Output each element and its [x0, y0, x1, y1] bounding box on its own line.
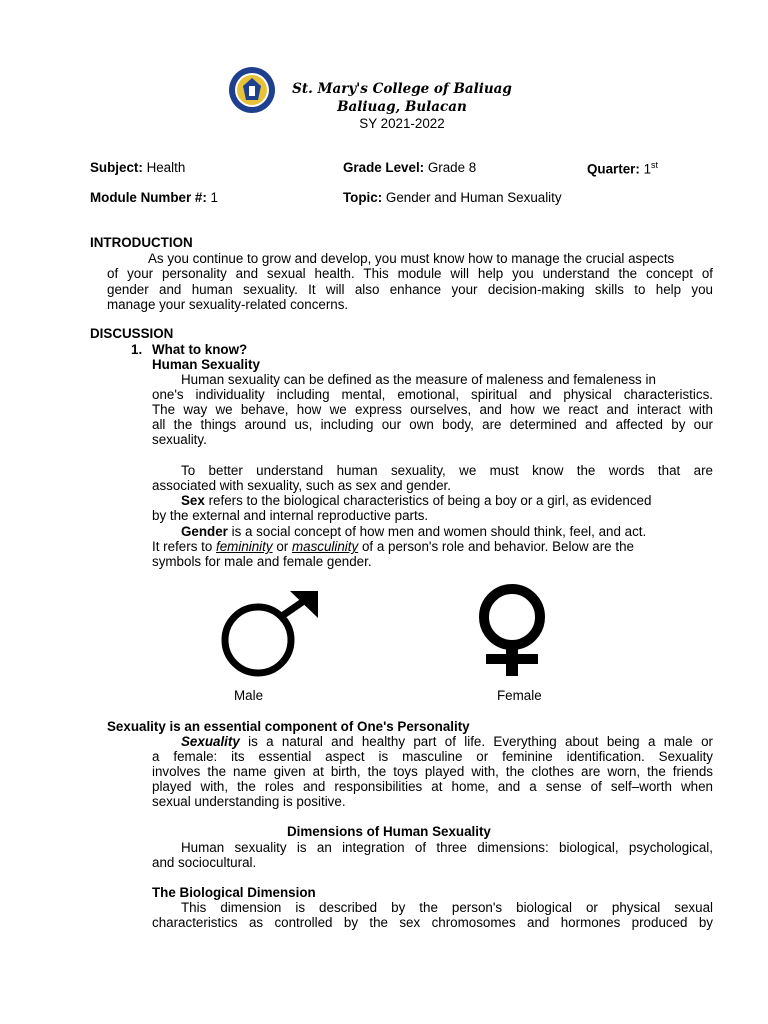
gender-definition-cont: It refers to femininity or masculinity of a person's role and behavior. Below are the	[152, 539, 634, 554]
quarter-label: Quarter:	[587, 161, 640, 177]
personality-line: involves the name given at birth, the toys played with, the clothes are worn, the friends	[152, 764, 713, 779]
subject-value: Health	[146, 160, 186, 175]
introduction-heading: INTRODUCTION	[90, 235, 193, 250]
female-symbol-icon	[466, 584, 562, 676]
school-address: Baliuag, Bulacan	[337, 99, 467, 115]
para2-line: To better understand human sexuality, we must know the words that are	[181, 463, 713, 478]
dimensions-line: and sociocultural.	[152, 855, 257, 870]
topic-field	[343, 190, 562, 205]
para1-line: one's individuality including mental, emotional, spiritual and physical characteristics.	[152, 387, 713, 402]
sexuality-term: Sexuality	[181, 734, 240, 749]
para2-line: associated with sexuality, such as sex and gender.	[152, 478, 451, 493]
masculinity-term: masculinity	[291, 539, 359, 554]
intro-line: of your personality and sexual health. This module will help you understand the concept of	[107, 266, 713, 281]
topic-value: Gender and Human Sexuality	[385, 190, 562, 205]
male-label: Male	[234, 688, 264, 703]
sex-definition-cont: by the external and internal reproductive parts.	[152, 508, 429, 523]
para1-line: all the things around us, including our own body, are determined and affected by our	[152, 417, 713, 432]
personality-heading: Sexuality is an essential component of One's Personality	[107, 719, 470, 734]
quarter-value: 1	[643, 161, 652, 177]
femininity-term: femininity	[216, 539, 273, 554]
personality-line: sexual understanding is positive.	[152, 794, 346, 809]
intro-line: gender and human sexuality. It will also enhance your decision-making skills to help you	[107, 282, 713, 297]
module-label: Module Number #:	[90, 190, 207, 205]
personality-line: a female: its essential aspect is masculine or feminine identification. Sexuality	[152, 749, 713, 764]
quarter-field	[587, 160, 658, 176]
topic-label: Topic:	[343, 190, 383, 205]
grade-field	[343, 160, 476, 175]
human-sexuality-subheading: Human Sexuality	[152, 357, 260, 372]
biological-heading: The Biological Dimension	[152, 885, 316, 900]
gender-definition-cont: symbols for male and female gender.	[152, 554, 372, 569]
quarter-sup: st	[651, 160, 659, 170]
biological-line: This dimension is described by the person's biological or physical sexual	[181, 900, 713, 915]
grade-value: Grade 8	[427, 160, 477, 175]
module-value: 1	[210, 190, 218, 205]
dimensions-heading: Dimensions of Human Sexuality	[287, 824, 491, 839]
intro-line: manage your sexuality-related concerns.	[107, 297, 349, 312]
gender-term: Gender	[181, 524, 228, 539]
school-seal-logo	[228, 66, 276, 114]
subject-label: Subject:	[90, 160, 143, 175]
male-symbol-icon	[218, 588, 322, 678]
discussion-heading: DISCUSSION	[90, 326, 174, 341]
intro-line: As you continue to grow and develop, you must know how to manage the crucial aspects	[148, 251, 675, 266]
school-name: St. Mary's College of Baliuag	[292, 81, 512, 97]
grade-label: Grade Level:	[343, 160, 425, 175]
sex-definition: Sex refers to the biological characteristics of being a boy or a girl, as evidenced	[181, 493, 652, 508]
para1-line: sexuality.	[152, 432, 207, 447]
gender-definition: Gender is a social concept of how men and women should think, feel, and act.	[181, 524, 647, 539]
subject-field	[90, 160, 185, 175]
sex-term: Sex	[181, 493, 205, 508]
module-field	[90, 190, 218, 205]
female-label: Female	[497, 688, 542, 703]
para1-line: The way we behave, how we express ourselves, and how we react and interact with	[152, 402, 713, 417]
para1-line: Human sexuality can be defined as the measure of maleness and femaleness in	[181, 372, 656, 387]
personality-line: played with, the roles and responsibilities at home, and a sense of self–worth when	[152, 779, 713, 794]
dimensions-line: Human sexuality is an integration of three dimensions: biological, psychological,	[181, 840, 713, 855]
item-title: What to know?	[152, 342, 248, 357]
item-number: 1.	[131, 342, 143, 357]
biological-line: characteristics as controlled by the sex chromosomes and hormones produced by	[152, 915, 713, 930]
personality-line: Sexuality is a natural and healthy part of life. Everything about being a male or	[181, 734, 713, 749]
school-year: SY 2021-2022	[359, 116, 445, 131]
